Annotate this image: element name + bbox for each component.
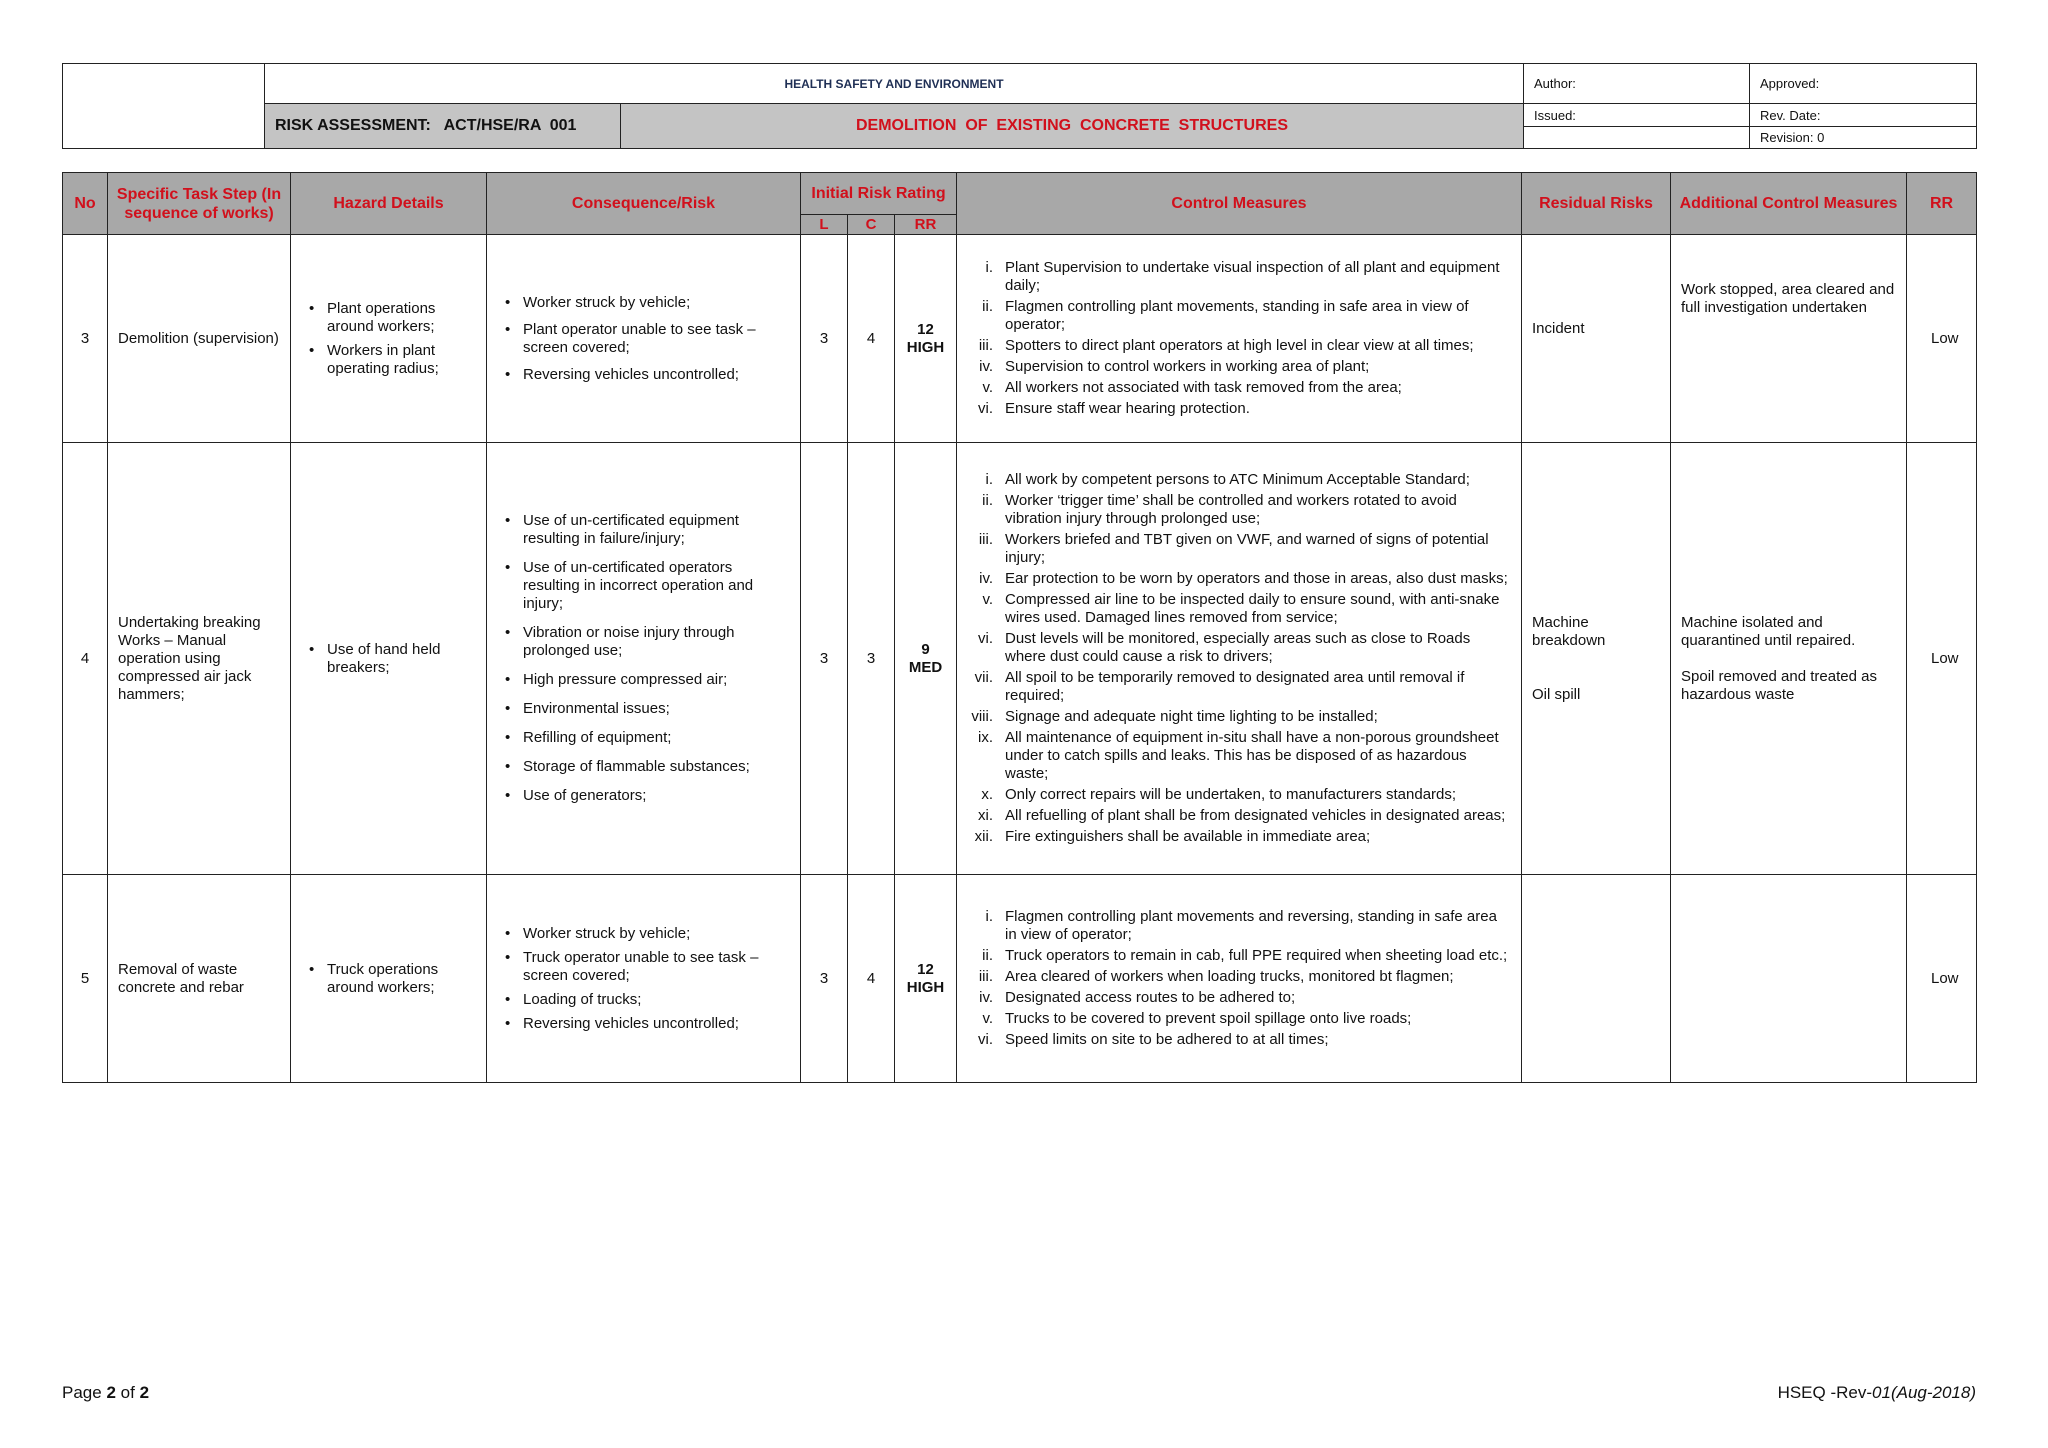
rr-final: Low [1907,443,1977,875]
col-rr: RR [895,215,957,235]
task-step: Removal of waste concrete and rebar [108,875,291,1083]
issued-value [1524,127,1750,149]
rr-final: Low [1907,875,1977,1083]
consequence-score: 3 [848,443,895,875]
control-item: xii. Fire extinguishers shall be available in immediate area; [974,828,1371,845]
control-item: iii. Spotters to direct plant operators at high level in clear view at all times; [978,337,1474,354]
control-item: iii. Workers briefed and TBT given on VWF, and warned of signs of potential injury; [978,531,1489,566]
consequence-item: • Refilling of equipment; [497,729,790,747]
approved-label: Approved: [1750,64,1977,104]
logo-area [63,64,265,149]
document-header [62,63,1977,149]
control-item: iv. Designated access routes to be adhered to; [979,989,1296,1006]
consequence-item: • Reversing vehicles uncontrolled; [497,366,790,384]
control-item: i. Plant Supervision to undertake visual inspection of all plant and equipment daily; [985,259,1500,294]
control-item: x. Only correct repairs will be undertaken, to manufacturers standards; [981,786,1457,803]
additional-control [1671,443,1907,875]
control-item: vi. Speed limits on site to be adhered to at all times; [978,1031,1329,1048]
consequence-item: • Loading of trucks; [497,991,790,1009]
col-consequence: Consequence/Risk [487,173,801,235]
control-item: v. Trucks to be covered to prevent spoil spillage onto live roads; [982,1010,1412,1027]
control-item: viii. Signage and adequate night time lighting to be installed; [971,708,1378,725]
hazard-item: • Workers in plant operating radius; [301,342,476,378]
consequence-item: • Use of un-certificated operators resulting in incorrect operation and injury; [497,559,790,613]
col-no: No [63,173,108,235]
risk-value: 12 [917,320,934,338]
risk-rating [895,443,957,875]
page-of: of [120,1383,135,1402]
risk-level: HIGH [906,338,945,356]
hazard-item: • Plant operations around workers; [301,300,476,336]
doc-revision: 01(Aug-2018) [1872,1383,1976,1402]
consequence-item: • Use of un-certificated equipment resulting in failure/injury; [497,512,790,548]
assessment-ref: RISK ASSESSMENT: ACT/HSE/RA 001 [265,104,621,149]
consequence-item: • Vibration or noise injury through prolonged use; [497,624,790,660]
col-hazard: Hazard Details [291,173,487,235]
consequence-item: • Reversing vehicles uncontrolled; [497,1015,790,1033]
residual-item: Oil spill [1532,685,1581,703]
table-row [63,875,1977,1083]
control-item: iii. Area cleared of workers when loading trucks, monitored bt flagmen; [978,968,1454,985]
author-label: Author: [1524,64,1750,104]
task-step: Undertaking breaking Works – Manual operation using compressed air jack hammers; [108,443,291,875]
section-title: HEALTH SAFETY AND ENVIRONMENT [265,64,1524,104]
hazard-details [291,443,487,875]
risk-value: 12 [917,960,934,978]
consequence-item: • High pressure compressed air; [497,671,790,689]
col-initial-rating: Initial Risk Rating [801,173,957,215]
hazard-item: • Use of hand held breakers; [301,641,476,677]
control-item: xi. All refuelling of plant shall be from designated vehicles in designated areas; [978,807,1506,824]
likelihood: 3 [801,443,848,875]
consequence-risk [487,875,801,1083]
col-additional: Additional Control Measures [1671,173,1907,235]
consequence-score: 4 [848,235,895,443]
additional-item: Machine isolated and quarantined until repaired. [1681,613,1856,649]
risk-rating [895,235,957,443]
col-task-step: Specific Task Step (In sequence of works) [108,173,291,235]
control-item: ix. All maintenance of equipment in-situ shall have a non-porous groundsheet under to catch spills and leaks. This has be disposed of as hazardous waste; [978,729,1499,782]
control-item: v. All workers not associated with task removed from the area; [982,379,1402,396]
risk-assessment-table [62,172,1977,1083]
residual-risk [1522,443,1671,875]
col-control: Control Measures [957,173,1522,235]
consequence-item: • Plant operator unable to see task – screen covered; [497,321,790,357]
likelihood: 3 [801,235,848,443]
residual-item: Machine breakdown [1532,613,1606,649]
risk-value: 9 [921,640,930,658]
risk-rating [895,875,957,1083]
task-step: Demolition (supervision) [108,235,291,443]
control-measures [957,443,1522,875]
control-item: i. Flagmen controlling plant movements and reversing, standing in safe area in view of operator; [985,908,1497,943]
control-item: ii. Worker ‘trigger time’ shall be controlled and workers rotated to avoid vibration injury through prolonged use; [982,492,1457,527]
consequence-score: 4 [848,875,895,1083]
row-no: 3 [63,235,108,443]
rr-final: Low [1907,235,1977,443]
consequence-item: • Worker struck by vehicle; [497,294,790,312]
hazard-details [291,235,487,443]
residual-risk [1522,875,1671,1083]
hazard-details [291,875,487,1083]
control-item: iv. Ear protection to be worn by operators and those in areas, also dust masks; [979,570,1508,587]
control-item: vi. Ensure staff wear hearing protection. [978,400,1250,417]
hazard-item: • Truck operations around workers; [301,961,476,997]
control-item: iv. Supervision to control workers in working area of plant; [979,358,1370,375]
revision-label: Revision: 0 [1750,127,1977,149]
control-item: v. Compressed air line to be inspected daily to ensure sound, with anti-snake wires used. Damaged lines removed from service; [982,591,1500,626]
rev-date-label: Rev. Date: [1750,104,1977,127]
table-row [63,443,1977,875]
consequence-risk [487,443,801,875]
additional-control: Work stopped, area cleared and full investigation undertaken [1671,235,1907,443]
page-current: 2 [106,1383,116,1402]
consequence-item: • Storage of flammable substances; [497,758,790,776]
risk-level: HIGH [906,978,945,996]
consequence-item: • Use of generators; [497,787,790,805]
control-measures [957,875,1522,1083]
likelihood: 3 [801,875,848,1083]
col-c: C [848,215,895,235]
consequence-risk [487,235,801,443]
page-number [62,1383,149,1403]
table-row [63,235,1977,443]
page-total: 2 [139,1383,150,1402]
control-item: vi. Dust levels will be monitored, especially areas such as close to Roads where dust could cause a risk to drivers; [978,630,1471,665]
control-item: vii. All spoil to be temporarily removed to designated area until removal if required; [974,669,1465,704]
risk-level: MED [908,658,943,676]
control-item: i. All work by competent persons to ATC Minimum Acceptable Standard; [985,471,1470,488]
control-item: ii. Truck operators to remain in cab, full PPE required when sheeting load etc.; [982,947,1508,964]
consequence-item: • Truck operator unable to see task – screen covered; [497,949,790,985]
consequence-item: • Environmental issues; [497,700,790,718]
row-no: 4 [63,443,108,875]
control-item: ii. Flagmen controlling plant movements, standing in safe area in view of operator; [982,298,1469,333]
doc-ref: HSEQ -Rev- [1777,1383,1873,1402]
col-rr-final: RR [1907,173,1977,235]
col-residual: Residual Risks [1522,173,1671,235]
residual-risk: Incident [1522,235,1671,443]
issued-label: Issued: [1524,104,1750,127]
control-measures [957,235,1522,443]
additional-item: Spoil removed and treated as hazardous waste [1681,667,1877,703]
document-reference [1778,1383,1976,1403]
page-word: Page [62,1383,102,1402]
consequence-item: • Worker struck by vehicle; [497,925,790,943]
row-no: 5 [63,875,108,1083]
document-title: DEMOLITION OF EXISTING CONCRETE STRUCTURES [621,104,1524,149]
col-l: L [801,215,848,235]
additional-control [1671,875,1907,1083]
